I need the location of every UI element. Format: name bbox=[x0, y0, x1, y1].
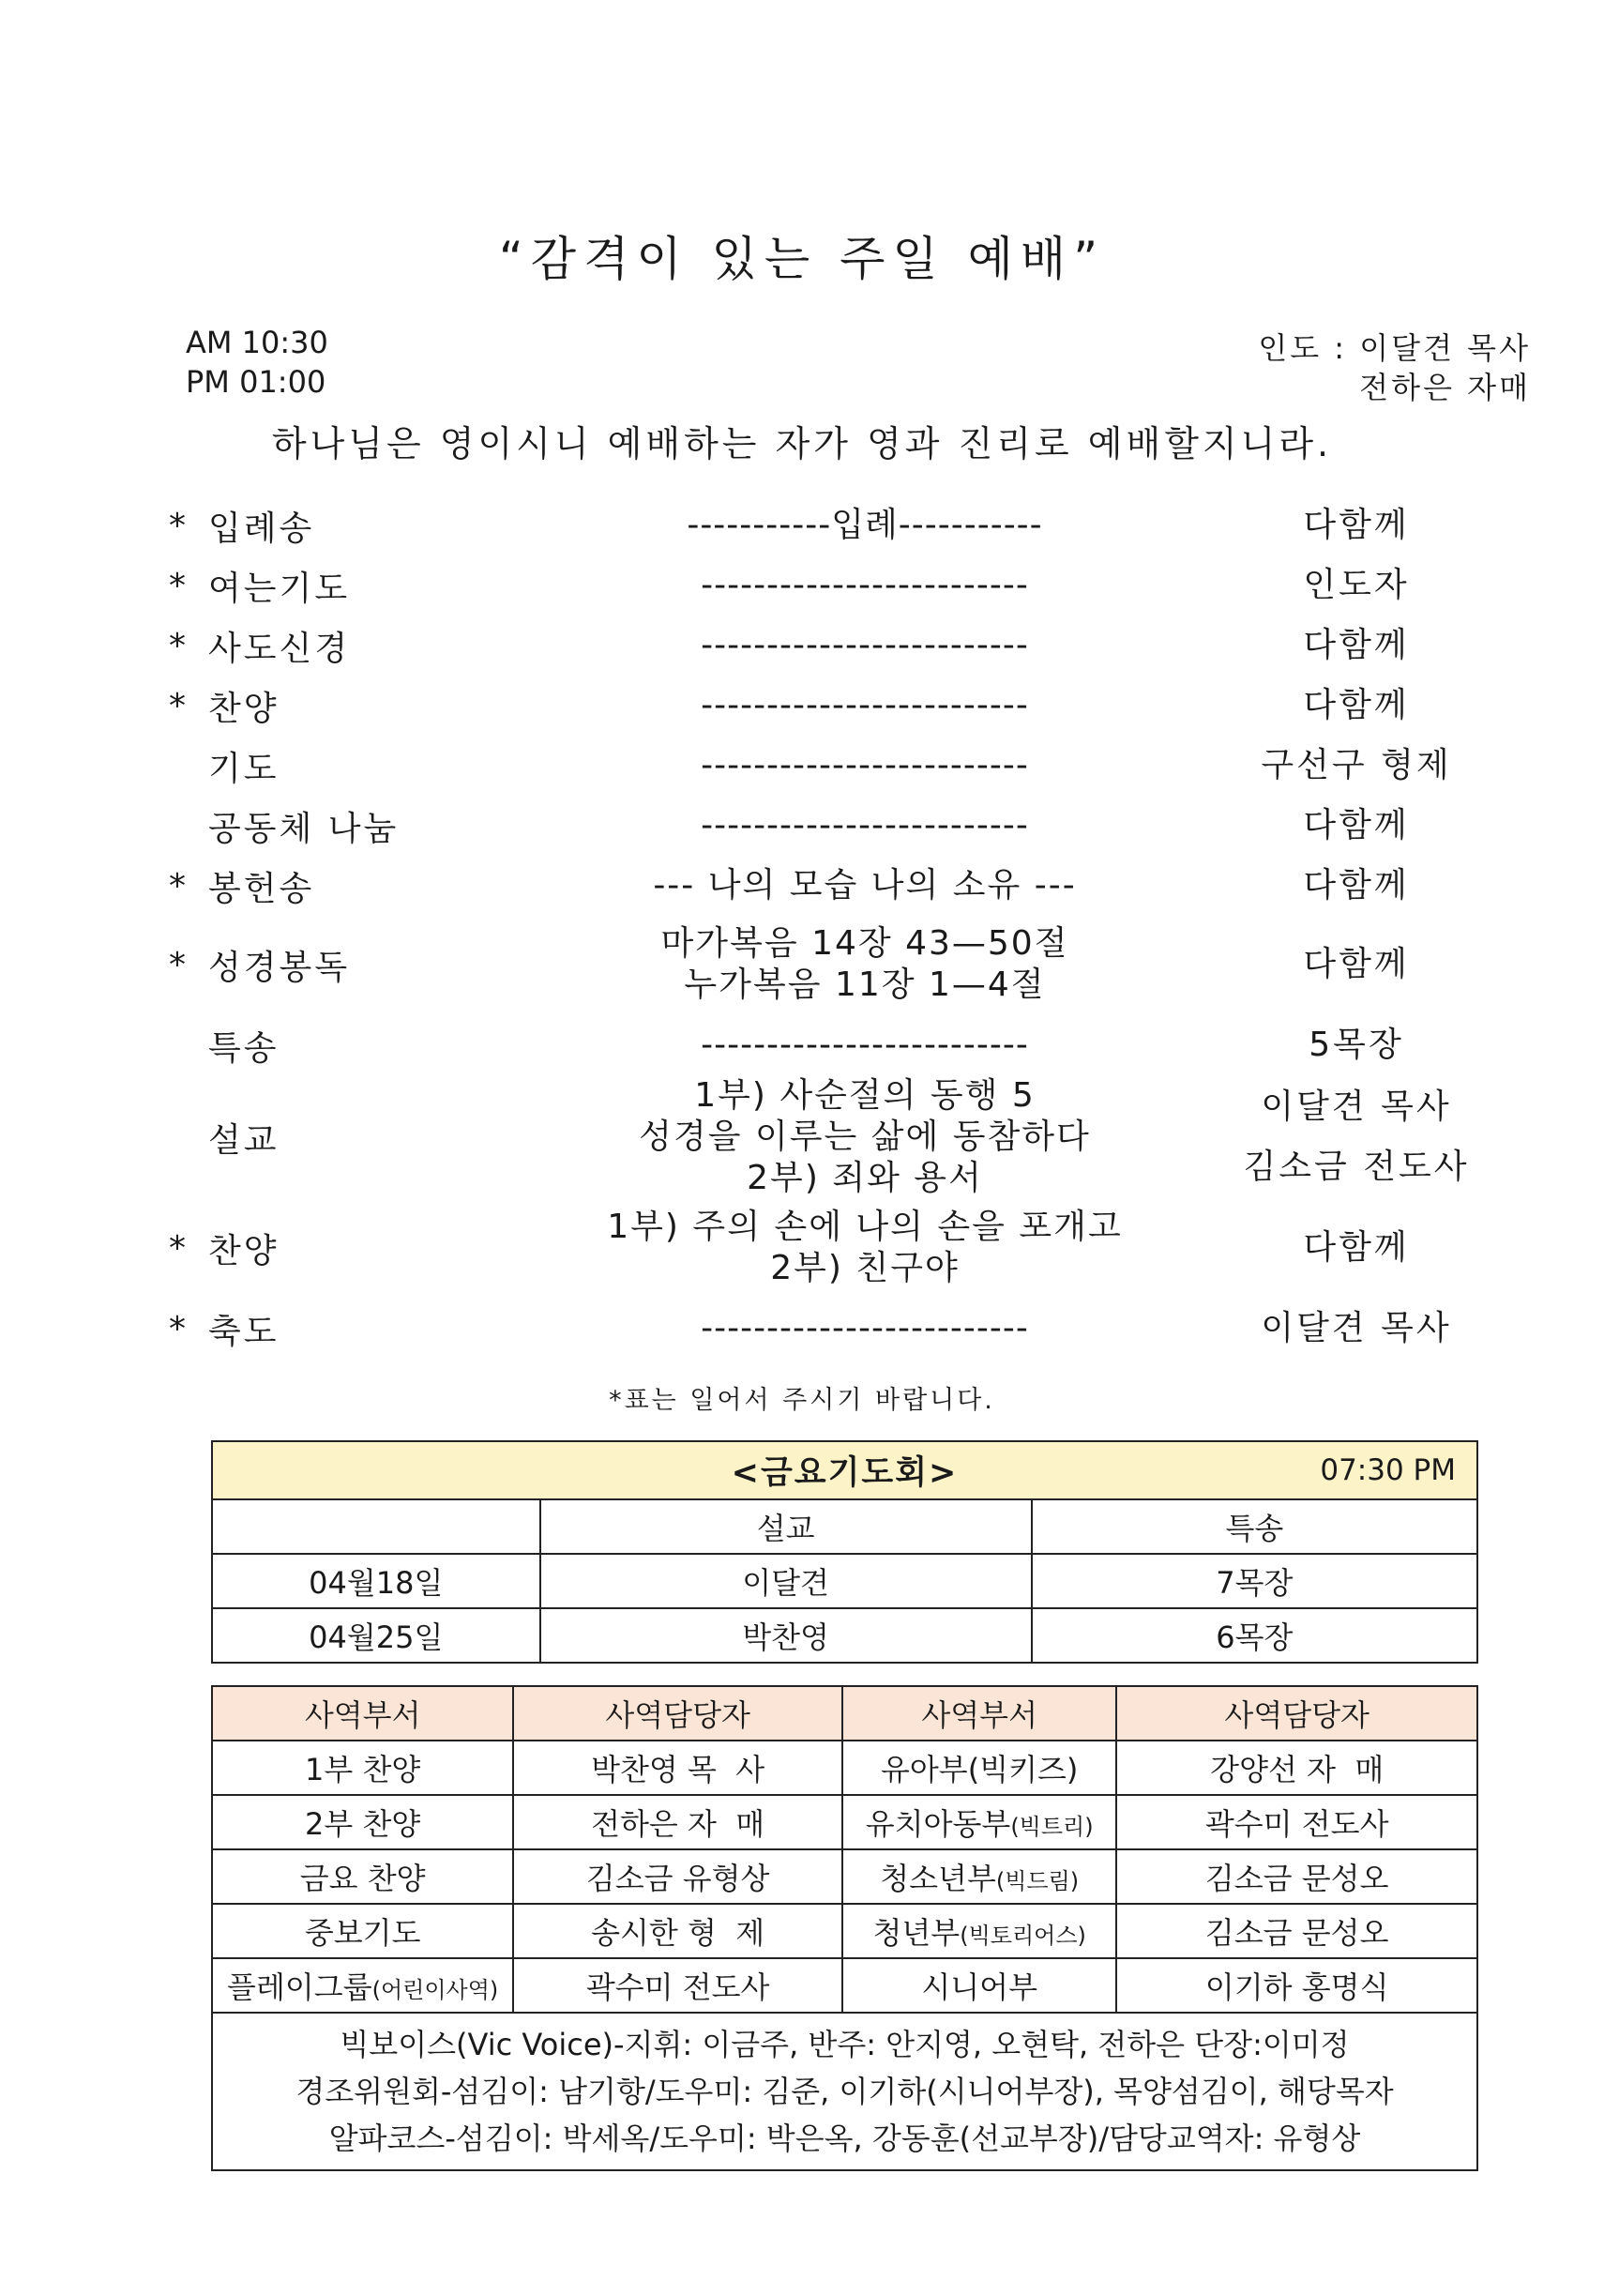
order-row bbox=[169, 1073, 1482, 1201]
order-item-person: 다함께 bbox=[1303, 866, 1410, 905]
order-item-detail: 1부) 주의 손에 나의 손을 포개고 2부) 친구야 bbox=[607, 1208, 1123, 1287]
order-item-detail: -----------입례----------- bbox=[687, 506, 1043, 544]
standing-mark: * bbox=[169, 626, 186, 665]
table-row bbox=[212, 1795, 1477, 1849]
order-item-detail: --- 나의 모습 나의 소유 --- bbox=[653, 866, 1077, 905]
scripture-verse: 하나님은 영이시니 예배하는 자가 영과 진리로 예배할지니라. bbox=[271, 423, 1333, 464]
order-item-name: 찬양 bbox=[208, 1231, 280, 1270]
department-cell: 유치아동부(빅트리) bbox=[842, 1795, 1116, 1849]
table-header-row bbox=[212, 1499, 1477, 1554]
order-row bbox=[169, 1017, 1482, 1073]
footer-line: 알파코스-섬김이: 박세옥/도우미: 박은옥, 강동훈(선교부장)/담당교역자: 유형상 bbox=[328, 2121, 1361, 2156]
order-item-person: 이달견 목사 bbox=[1261, 1309, 1452, 1347]
standing-mark: * bbox=[169, 866, 186, 905]
date-cell: 04월25일 bbox=[212, 1608, 540, 1663]
department-cell: 플레이그룹(어린이사역) bbox=[212, 1958, 513, 2013]
footer-line: 빅보이스(Vic Voice)-지휘: 이금주, 반주: 안지영, 오현탁, 전하은 단장:이미정 bbox=[340, 2027, 1350, 2062]
order-item-detail: ------------------------- bbox=[701, 746, 1029, 784]
column-header: 사역부서 bbox=[842, 1686, 1116, 1741]
order-row bbox=[169, 737, 1482, 794]
friday-prayer-title: <금요기도회> bbox=[731, 1454, 959, 1492]
order-item-name: 사도신경 bbox=[208, 629, 351, 668]
order-item-name: 봉헌송 bbox=[208, 869, 315, 908]
service-time-1: AM 10:30 bbox=[186, 325, 328, 360]
order-item-person: 다함께 bbox=[1303, 806, 1410, 844]
ministry-footer bbox=[212, 2013, 1477, 2170]
order-item-person: 다함께 bbox=[1303, 626, 1410, 664]
order-item-name: 여는기도 bbox=[208, 569, 351, 608]
column-header: 특송 bbox=[1032, 1499, 1477, 1554]
order-row bbox=[169, 858, 1482, 914]
order-row bbox=[169, 617, 1482, 674]
column-header: 사역부서 bbox=[212, 1686, 513, 1741]
order-item-name: 찬양 bbox=[208, 689, 280, 728]
service-time-2: PM 01:00 bbox=[186, 364, 326, 400]
department-cell: 유아부(빅키즈) bbox=[842, 1741, 1116, 1795]
order-item-person: 구선구 형제 bbox=[1261, 746, 1452, 784]
person-cell: 곽수미 전도사 bbox=[1116, 1795, 1477, 1849]
order-row bbox=[169, 677, 1482, 734]
order-item-detail: ------------------------- bbox=[701, 1026, 1029, 1064]
leader-2: 전하은 자매 bbox=[1359, 370, 1531, 405]
order-row bbox=[169, 557, 1482, 614]
order-item-person: 다함께 bbox=[1303, 945, 1410, 983]
column-header: 사역담당자 bbox=[1116, 1686, 1477, 1741]
person-cell: 김소금 문성오 bbox=[1116, 1849, 1477, 1904]
footer-line: 경조위원회-섬김이: 남기항/도우미: 김준, 이기하(시니어부장), 목양섬김이, 해당목자 bbox=[295, 2074, 1394, 2109]
department-cell: 1부 찬양 bbox=[212, 1741, 513, 1795]
sermon-cell: 박찬영 bbox=[540, 1608, 1032, 1663]
person-cell: 송시한 형 제 bbox=[513, 1904, 842, 1958]
order-item-person: 이달견 목사 김소금 전도사 bbox=[1243, 1087, 1470, 1186]
table-row bbox=[212, 1608, 1477, 1663]
column-header: 사역담당자 bbox=[513, 1686, 842, 1741]
friday-prayer-header bbox=[212, 1441, 1477, 1499]
order-item-person: 다함께 bbox=[1303, 506, 1410, 544]
date-cell: 04월18일 bbox=[212, 1554, 540, 1608]
department-cell: 중보기도 bbox=[212, 1904, 513, 1958]
order-item-detail: 마가복음 14장 43—50절 누가복음 11장 1—4절 bbox=[660, 924, 1069, 1004]
standing-mark: * bbox=[169, 566, 186, 605]
order-row bbox=[169, 920, 1482, 1010]
table-row bbox=[212, 1958, 1477, 2013]
order-item-detail: ------------------------- bbox=[701, 626, 1029, 664]
standing-mark: * bbox=[169, 1309, 186, 1348]
department-cell: 시니어부 bbox=[842, 1958, 1116, 2013]
person-cell: 강양선 자 매 bbox=[1116, 1741, 1477, 1795]
order-row bbox=[169, 1299, 1482, 1359]
order-item-name: 공동체 나눔 bbox=[208, 809, 400, 848]
standing-mark: * bbox=[169, 506, 186, 545]
order-row bbox=[169, 1203, 1482, 1293]
order-item-detail: ------------------------- bbox=[701, 566, 1029, 604]
department-cell: 금요 찬양 bbox=[212, 1849, 513, 1904]
leader-1: 인도 : 이달견 목사 bbox=[1258, 330, 1531, 366]
department-cell: 청소년부(빅드림) bbox=[842, 1849, 1116, 1904]
order-item-detail: ------------------------- bbox=[701, 686, 1029, 724]
order-item-detail: ------------------------- bbox=[701, 806, 1029, 844]
table-row bbox=[212, 1554, 1477, 1608]
column-header: 설교 bbox=[540, 1499, 1032, 1554]
order-item-name: 축도 bbox=[208, 1312, 280, 1351]
table-header-row bbox=[212, 1686, 1477, 1741]
order-item-name: 성경봉독 bbox=[208, 948, 351, 987]
ministry-footer-row bbox=[212, 2013, 1477, 2170]
person-cell: 전하은 자 매 bbox=[513, 1795, 842, 1849]
order-item-person: 인도자 bbox=[1303, 566, 1410, 604]
order-row bbox=[169, 497, 1482, 554]
order-item-person: 다함께 bbox=[1303, 1228, 1410, 1267]
person-cell: 김소금 문성오 bbox=[1116, 1904, 1477, 1958]
order-item-detail: ------------------------- bbox=[701, 1309, 1029, 1347]
order-item-name: 입례송 bbox=[208, 509, 315, 548]
person-cell: 김소금 유형상 bbox=[513, 1849, 842, 1904]
person-cell: 이기하 홍명식 bbox=[1116, 1958, 1477, 2013]
standing-note: *표는 일어서 주시기 바랍니다. bbox=[609, 1386, 995, 1415]
special-song-cell: 6목장 bbox=[1032, 1608, 1477, 1663]
standing-mark: * bbox=[169, 1228, 186, 1268]
person-cell: 박찬영 목 사 bbox=[513, 1741, 842, 1795]
column-header bbox=[212, 1499, 540, 1554]
order-item-person: 다함께 bbox=[1303, 686, 1410, 724]
table-row bbox=[212, 1904, 1477, 1958]
order-item-name: 기도 bbox=[208, 749, 280, 788]
order-item-name: 설교 bbox=[208, 1120, 280, 1160]
department-cell: 2부 찬양 bbox=[212, 1795, 513, 1849]
order-item-name: 특송 bbox=[208, 1028, 280, 1068]
ministry-table bbox=[211, 1685, 1478, 2171]
order-item-detail: 1부) 사순절의 동행 5 성경을 이루는 삶에 동참하다 2부) 죄와 용서 bbox=[639, 1076, 1091, 1197]
person-cell: 곽수미 전도사 bbox=[513, 1958, 842, 2013]
order-row bbox=[169, 798, 1482, 854]
department-cell: 청년부(빅토리어스) bbox=[842, 1904, 1116, 1958]
order-item-person: 5목장 bbox=[1309, 1026, 1404, 1064]
special-song-cell: 7목장 bbox=[1032, 1554, 1477, 1608]
table-row bbox=[212, 1741, 1477, 1795]
table-row bbox=[212, 1849, 1477, 1904]
standing-mark: * bbox=[169, 945, 186, 984]
friday-prayer-table bbox=[211, 1440, 1478, 1664]
friday-prayer-time: 07:30 PM bbox=[1320, 1453, 1456, 1487]
standing-mark: * bbox=[169, 686, 186, 725]
sermon-cell: 이달견 bbox=[540, 1554, 1032, 1608]
page-title: “감격이 있는 주일 예배” bbox=[498, 232, 1106, 286]
